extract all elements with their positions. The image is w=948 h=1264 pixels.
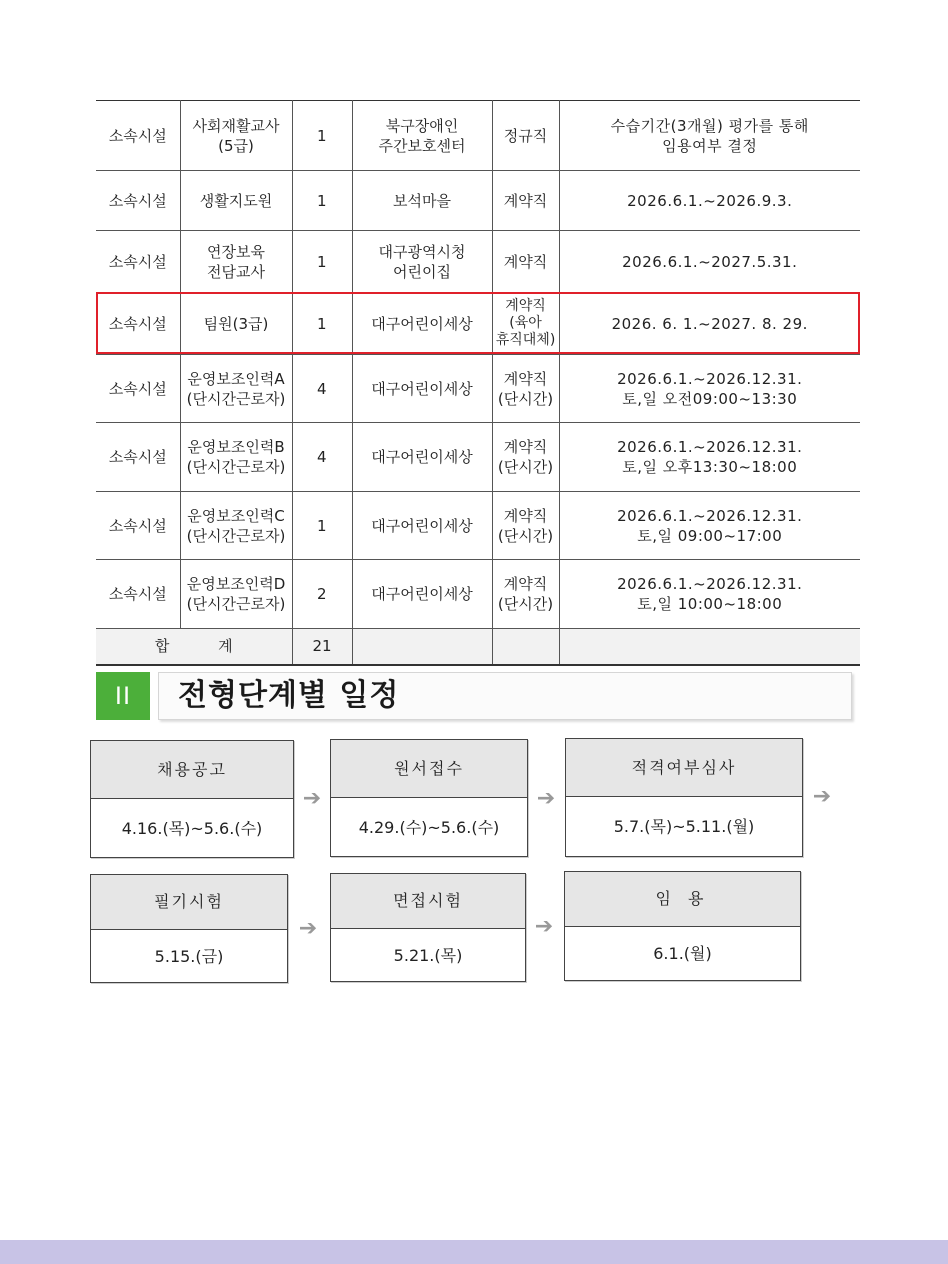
table-body — [96, 101, 860, 665]
contract-type-cell — [492, 560, 559, 629]
contract-type-text: (단시간) — [497, 595, 554, 613]
contract-type-text: (육아 — [509, 315, 542, 331]
contract-type-text: 정규직 — [503, 126, 548, 145]
work-period-text: 토,일 오후13:30~18:00 — [622, 458, 798, 476]
job-title-cell — [180, 101, 292, 171]
step-date: 6.1.(월) — [653, 944, 712, 963]
contract-type-text: 계약직 — [505, 298, 546, 314]
step-date: 5.21.(목) — [393, 946, 463, 965]
empty-total-cell — [352, 629, 492, 665]
facility-type-text: 소속시설 — [108, 585, 167, 603]
section-number-badge: II — [96, 672, 150, 720]
headcount-text: 1 — [316, 252, 328, 271]
headcount-text: 1 — [316, 191, 328, 210]
workplace-cell — [352, 293, 492, 355]
facility-type-text: 소속시설 — [108, 379, 167, 398]
facility-type-text: 소속시설 — [108, 252, 167, 271]
table-row — [96, 293, 860, 355]
headcount-text: 1 — [316, 314, 328, 333]
contract-type-cell — [492, 293, 559, 355]
contract-type-text: 계약직 — [503, 506, 548, 525]
schedule-step-appointment — [564, 871, 801, 981]
table-row — [96, 560, 860, 629]
contract-type-text: 계약직 — [503, 575, 548, 593]
workplace-cell — [352, 560, 492, 629]
headcount-cell — [292, 492, 352, 560]
work-period-cell — [559, 423, 860, 492]
facility-type-cell — [96, 293, 180, 355]
work-period-text: 2026.6.1.~2026.12.31. — [617, 438, 803, 456]
step-date: 5.7.(목)~5.11.(월) — [613, 817, 755, 836]
workplace-text: 주간보호센터 — [378, 136, 466, 155]
empty-total-cell — [559, 629, 860, 665]
job-title-cell — [180, 423, 292, 492]
headcount-cell — [292, 355, 352, 423]
step-name: 임 용 — [565, 872, 800, 927]
facility-type-cell — [96, 231, 180, 293]
headcount-text: 2 — [316, 585, 328, 603]
headcount-text: 1 — [316, 126, 328, 145]
schedule-step-interview — [330, 873, 526, 982]
job-title-text: (단시간근로자) — [186, 595, 286, 613]
arrow-right-icon: ➔ — [302, 786, 322, 811]
work-period-cell — [559, 293, 860, 355]
job-title-text: 팀원(3급) — [203, 314, 269, 333]
workplace-text: 어린이집 — [393, 262, 451, 281]
job-title-text: (5급) — [218, 136, 254, 155]
job-title-text: (단시간근로자) — [186, 389, 286, 408]
workplace-cell — [352, 355, 492, 423]
job-title-text: 사회재활교사 — [192, 116, 280, 135]
schedule-step-application — [330, 739, 528, 857]
headcount-cell — [292, 423, 352, 492]
schedule-step-job-posting — [90, 740, 294, 858]
workplace-cell — [352, 171, 492, 231]
headcount-text: 1 — [316, 516, 328, 535]
headcount-text: 4 — [316, 379, 328, 398]
work-period-text: 2026.6.1.~2027.5.31. — [622, 252, 798, 271]
job-title-cell — [180, 560, 292, 629]
headcount-text: 4 — [316, 448, 328, 466]
job-title-text: 운영보조인력C — [187, 506, 285, 525]
work-period-text: 임용여부 결정 — [662, 136, 758, 155]
headcount-cell — [292, 171, 352, 231]
table-row — [96, 492, 860, 560]
total-count: 21 — [292, 629, 352, 665]
contract-type-text: (단시간) — [497, 458, 554, 476]
section-title: 전형단계별 일정 — [178, 678, 400, 713]
workplace-cell — [352, 492, 492, 560]
work-period-cell — [559, 171, 860, 231]
job-title-text: (단시간근로자) — [186, 526, 286, 545]
job-title-cell — [180, 492, 292, 560]
job-title-cell — [180, 231, 292, 293]
work-period-cell — [559, 560, 860, 629]
facility-type-cell — [96, 423, 180, 492]
job-title-cell — [180, 171, 292, 231]
recruitment-table — [96, 100, 860, 666]
workplace-text: 대구어린이세상 — [371, 516, 473, 535]
job-title-cell — [180, 355, 292, 423]
job-title-text: 운영보조인력B — [187, 438, 285, 456]
contract-type-text: 휴직대체) — [495, 332, 556, 348]
workplace-text: 대구광역시청 — [378, 242, 466, 261]
headcount-cell — [292, 101, 352, 171]
contract-type-text: 계약직 — [503, 369, 548, 388]
total-row — [96, 629, 860, 665]
step-name: 필기시험 — [91, 875, 287, 930]
schedule-step-written-exam — [90, 874, 288, 983]
workplace-cell — [352, 231, 492, 293]
contract-type-text: (단시간) — [497, 389, 554, 408]
work-period-text: 토,일 09:00~17:00 — [637, 526, 783, 545]
contract-type-cell — [492, 171, 559, 231]
contract-type-cell — [492, 423, 559, 492]
contract-type-text: (단시간) — [497, 526, 554, 545]
contract-type-cell — [492, 492, 559, 560]
table-row — [96, 423, 860, 492]
facility-type-text: 소속시설 — [108, 191, 167, 210]
workplace-text: 대구어린이세상 — [371, 379, 473, 398]
table-row — [96, 171, 860, 231]
facility-type-cell — [96, 171, 180, 231]
footer-band — [0, 1240, 948, 1264]
work-period-text: 2026. 6. 1.~2027. 8. 29. — [611, 314, 808, 333]
workplace-text: 북구장애인 — [385, 116, 459, 135]
facility-type-text: 소속시설 — [108, 516, 167, 535]
job-title-text: 생활지도원 — [199, 191, 273, 210]
facility-type-text: 소속시설 — [108, 126, 167, 145]
work-period-text: 토,일 10:00~18:00 — [637, 595, 783, 613]
arrow-right-icon: ➔ — [812, 784, 832, 809]
work-period-cell — [559, 231, 860, 293]
contract-type-cell — [492, 101, 559, 171]
empty-total-cell — [492, 629, 559, 665]
work-period-cell — [559, 101, 860, 171]
facility-type-cell — [96, 101, 180, 171]
facility-type-cell — [96, 492, 180, 560]
work-period-text: 토,일 오전09:00~13:30 — [622, 389, 798, 408]
work-period-text: 2026.6.1.~2026.12.31. — [617, 575, 803, 593]
contract-type-text: 계약직 — [503, 438, 548, 456]
facility-type-cell — [96, 560, 180, 629]
facility-type-text: 소속시설 — [108, 314, 167, 333]
step-date: 4.16.(목)~5.6.(수) — [121, 819, 263, 838]
total-label: 합 계 — [96, 629, 292, 665]
step-name: 원서접수 — [331, 740, 527, 798]
step-date: 5.15.(금) — [154, 947, 224, 966]
workplace-text: 대구어린이세상 — [371, 448, 473, 466]
facility-type-cell — [96, 355, 180, 423]
work-period-text: 수습기간(3개월) 평가를 통해 — [610, 116, 809, 135]
headcount-cell — [292, 293, 352, 355]
headcount-cell — [292, 560, 352, 629]
headcount-cell — [292, 231, 352, 293]
workplace-cell — [352, 423, 492, 492]
work-period-cell — [559, 492, 860, 560]
contract-type-cell — [492, 231, 559, 293]
facility-type-text: 소속시설 — [108, 448, 167, 466]
contract-type-cell — [492, 355, 559, 423]
step-date: 4.29.(수)~5.6.(수) — [358, 818, 500, 837]
arrow-right-icon: ➔ — [534, 914, 554, 939]
job-title-cell — [180, 293, 292, 355]
job-title-text: 운영보조인력A — [187, 369, 285, 388]
step-name: 면접시험 — [331, 874, 525, 929]
job-title-text: 연장보육 — [207, 242, 265, 261]
job-title-text: (단시간근로자) — [186, 458, 286, 476]
workplace-text: 보석마을 — [393, 191, 451, 210]
job-title-text: 운영보조인력D — [186, 575, 286, 593]
workplace-cell — [352, 101, 492, 171]
step-name: 채용공고 — [91, 741, 293, 799]
arrow-right-icon: ➔ — [536, 786, 556, 811]
arrow-right-icon: ➔ — [298, 916, 318, 941]
table-row — [96, 355, 860, 423]
workplace-text: 대구어린이세상 — [371, 314, 473, 333]
work-period-text: 2026.6.1.~2026.12.31. — [617, 369, 803, 388]
table-row — [96, 101, 860, 171]
schedule-step-eligibility-review — [565, 738, 803, 857]
contract-type-text: 계약직 — [503, 191, 548, 210]
work-period-cell — [559, 355, 860, 423]
job-title-text: 전담교사 — [207, 262, 265, 281]
workplace-text: 대구어린이세상 — [371, 585, 473, 603]
step-name: 적격여부심사 — [566, 739, 802, 797]
work-period-text: 2026.6.1.~2026.9.3. — [627, 191, 793, 210]
contract-type-text: 계약직 — [503, 252, 548, 271]
work-period-text: 2026.6.1.~2026.12.31. — [617, 506, 803, 525]
table-row — [96, 231, 860, 293]
